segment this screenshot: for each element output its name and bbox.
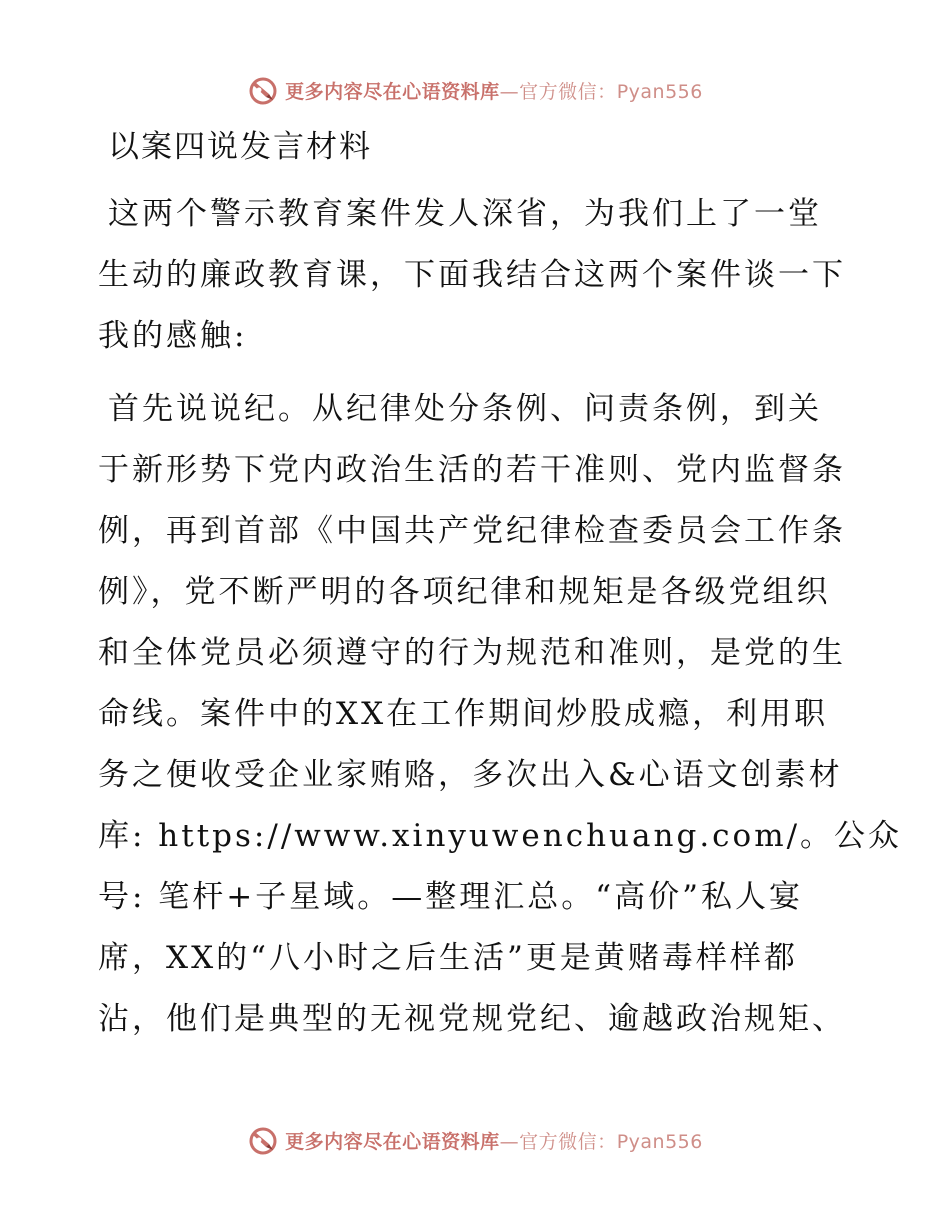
- banner-wechat-label: —官方微信：: [499, 1130, 617, 1153]
- paragraph-discipline: [98, 379, 903, 1050]
- banner-wechat-id: Pyan556: [616, 1130, 703, 1153]
- banner-site-name: 更多内容尽在心语资料库: [285, 80, 500, 103]
- paragraph-intro: [98, 184, 858, 367]
- header-banner: [0, 70, 950, 110]
- paragraph-line: 首先说说纪。从纪律处分条例、问责条例，到关: [108, 391, 822, 427]
- paragraph-line: 我的感触:: [98, 318, 248, 354]
- paragraph-line: 生动的廉政教育课，下面我结合这两个案件谈一下: [98, 257, 846, 293]
- banner-text: [285, 1127, 703, 1154]
- pen-logo-icon: [247, 1124, 279, 1156]
- paragraph-line: 例，再到首部《中国共产党纪律检查委员会工作条: [98, 513, 846, 549]
- footer-banner: [0, 1120, 950, 1160]
- paragraph-line: 这两个警示教育案件发人深省，为我们上了一堂: [108, 196, 822, 232]
- document-body: [98, 120, 903, 1062]
- paragraph-line: 库: https://www.xinyuwenchuang.com/。公众: [98, 818, 903, 854]
- document-title: 以案四说发言材料: [108, 129, 372, 165]
- paragraph-line: 沾，他们是典型的无视党规党纪、逾越政治规矩、: [98, 1001, 846, 1037]
- banner-wechat-label: —官方微信：: [499, 80, 617, 103]
- paragraph-line: 席，XX的“八小时之后生活”更是黄赌毒样样都: [98, 940, 798, 976]
- paragraph-line: 务之便收受企业家贿赂，多次出入&心语文创素材: [98, 757, 843, 793]
- pen-logo-icon: [247, 74, 279, 106]
- paragraph-line: 命线。案件中的XX在工作期间炒股成瘾，利用职: [98, 696, 829, 732]
- banner-text: [285, 77, 703, 104]
- banner-site-name: 更多内容尽在心语资料库: [285, 1130, 500, 1153]
- paragraph-line: 和全体党员必须遵守的行为规范和准则，是党的生: [98, 635, 846, 671]
- paragraph-line: 号: 笔杆+子星域。—整理汇总。“高价”私人宴: [98, 879, 803, 915]
- banner-wechat-id: Pyan556: [616, 80, 703, 103]
- paragraph-line: 例》，党不断严明的各项纪律和规矩是各级党组织: [98, 574, 831, 610]
- paragraph-line: 于新形势下党内政治生活的若干准则、党内监督条: [98, 452, 846, 488]
